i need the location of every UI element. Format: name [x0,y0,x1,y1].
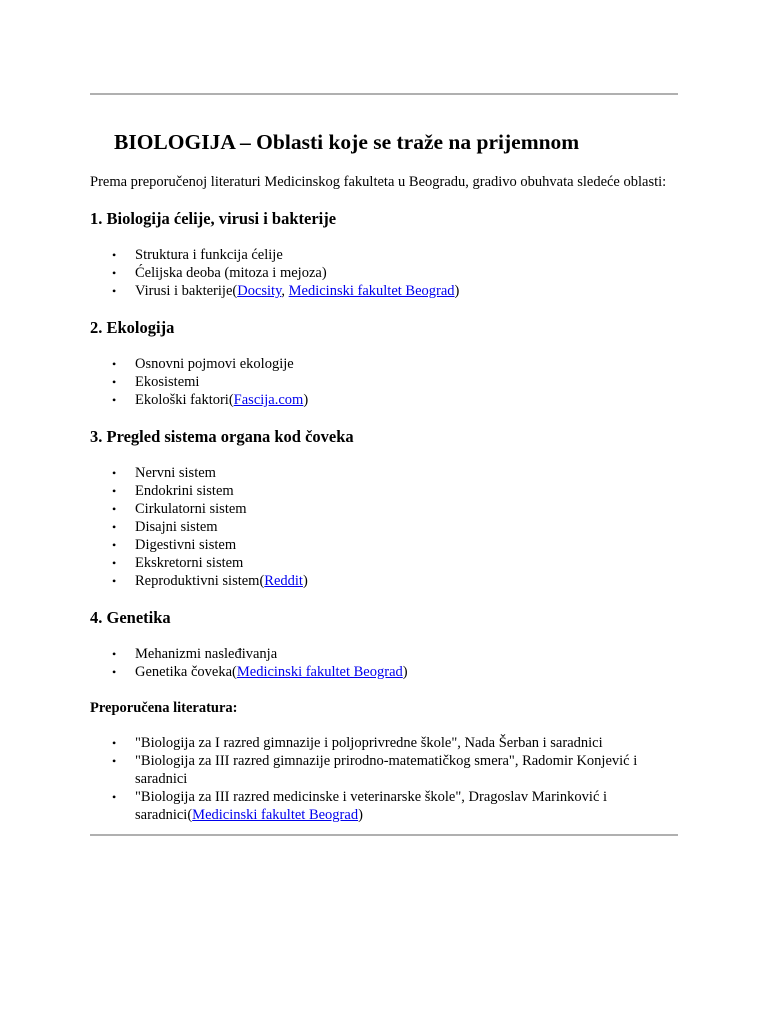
list-item: • Disajni sistem [135,518,678,536]
section-list-1 [90,246,678,300]
list-item: • Nervni sistem [135,464,678,482]
list-item: • "Biologija za III razred medicinske i veterinarske škole", Dragoslav Marinković i saradnici(Medicinski fakultet Beograd) [135,788,678,824]
top-divider [90,93,678,95]
section-heading-1: 1. Biologija ćelije, virusi i bakterije [90,209,337,228]
literature-list [90,734,678,824]
link-docsity[interactable]: Docsity [237,283,282,299]
section-heading-4: 4. Genetika [90,608,171,627]
section-list-4 [90,645,678,681]
list-item: • Ekskretorni sistem [135,554,678,572]
list-item: • Ekosistemi [135,373,678,391]
page-title: BIOLOGIJA – Oblasti koje se traže na prijemnom [114,130,580,154]
section-heading-3: 3. Pregled sistema organa kod čoveka [90,427,354,446]
list-item: • Osnovni pojmovi ekologije [135,355,678,373]
section-list-3 [90,464,678,590]
list-item: • Genetika čoveka(Medicinski fakultet Beograd) [135,663,678,681]
link-medicinski-fakultet[interactable]: Medicinski fakultet Beograd [192,807,359,823]
list-item: • Digestivni sistem [135,536,678,554]
intro-paragraph: Prema preporučenoj literaturi Medicinskog fakulteta u Beogradu, gradivo obuhvata sledeće oblasti: [90,174,667,190]
section-list-2 [90,355,678,409]
link-fascija[interactable]: Fascija.com [233,392,304,408]
list-item: • Virusi i bakterije(Docsity, Medicinski fakultet Beograd) [135,282,678,300]
link-medicinski-fakultet[interactable]: Medicinski fakultet Beograd [236,664,403,680]
list-item: • Mehanizmi nasleđivanja [135,645,678,663]
list-item: • Reproduktivni sistem(Reddit) [135,572,678,590]
list-item: • "Biologija za I razred gimnazije i poljoprivredne škole", Nada Šerban i saradnici [135,734,678,752]
list-item: • Cirkulatorni sistem [135,500,678,518]
list-item: • Ekološki faktori(Fascija.com) [135,391,678,409]
list-item: • "Biologija za III razred gimnazije prirodno-matematičkog smera", Radomir Konjević i saradnici [135,752,678,788]
link-medicinski-fakultet[interactable]: Medicinski fakultet Beograd [288,283,455,299]
list-item: • Endokrini sistem [135,482,678,500]
section-heading-2: 2. Ekologija [90,318,175,337]
literature-heading: Preporučena literatura: [90,700,238,716]
list-item: • Ćelijska deoba (mitoza i mejoza) [135,264,678,282]
link-reddit[interactable]: Reddit [264,573,303,589]
document-page [90,86,678,836]
bottom-divider [90,834,678,836]
list-item: • Struktura i funkcija ćelije [135,246,678,264]
